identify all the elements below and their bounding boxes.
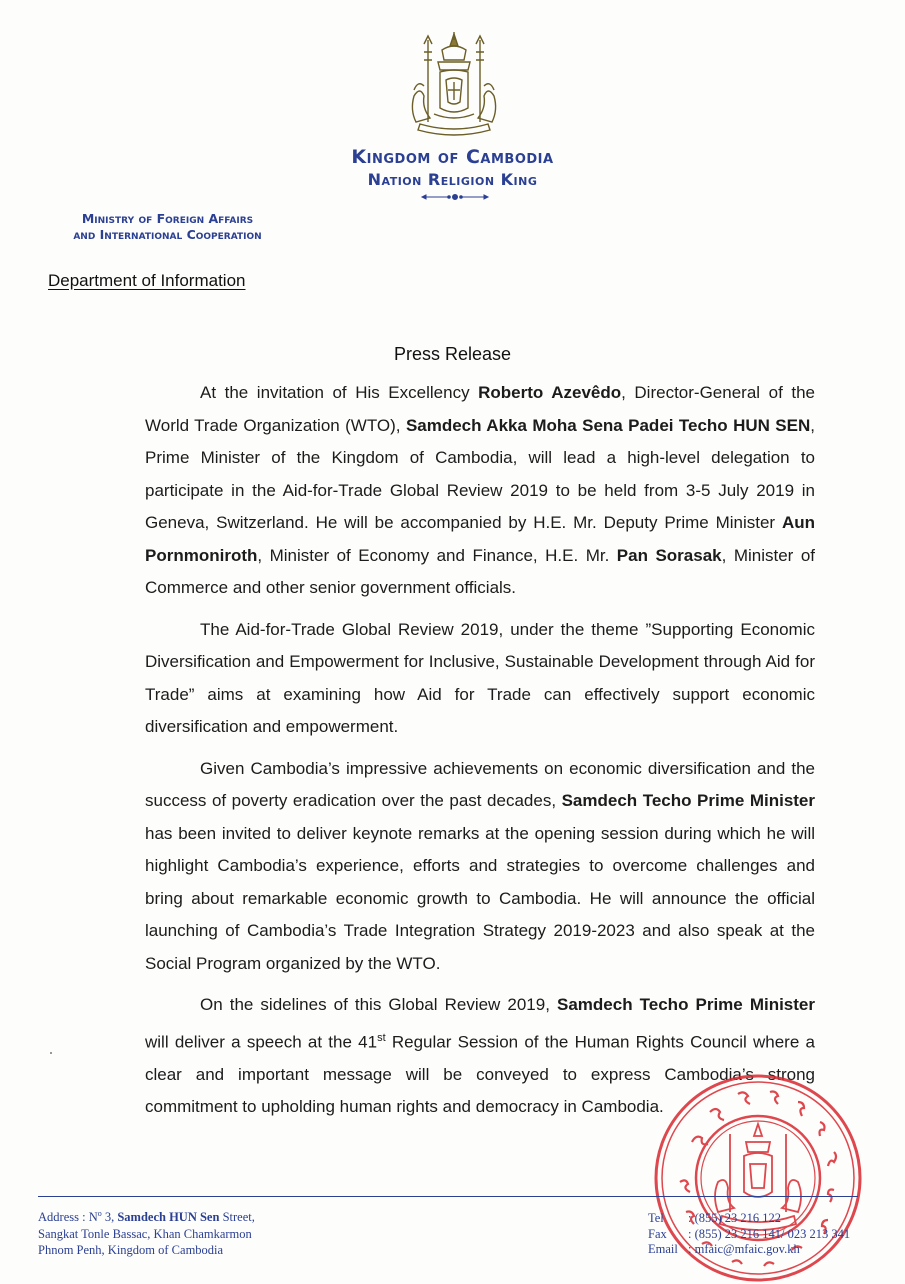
tel-label: Tel (648, 1211, 664, 1225)
address-line-2: Sangkat Tonle Bassac, Khan Chamkarmon (38, 1226, 252, 1241)
bold-name: Pan Sorasak (616, 545, 722, 565)
national-motto: Nation Religion King (367, 170, 538, 189)
address-street-suffix: Street, (219, 1210, 255, 1225)
address-number-sup: o (97, 1209, 102, 1218)
ordinal-suffix: st (377, 1031, 386, 1044)
fax-row (648, 1227, 850, 1243)
document-title: Press Release (393, 344, 512, 364)
fax-value: : (855) 23 216 141/ 023 213 341 (688, 1226, 851, 1241)
bold-name: Samdech Techo Prime Minister (557, 995, 815, 1014)
scan-speck (50, 1052, 52, 1054)
department-heading: Department of Information (48, 271, 246, 290)
email-label: Email (648, 1242, 678, 1256)
paragraph-text: On the sidelines of this Global Review 2019, (200, 995, 557, 1014)
email-row (648, 1242, 850, 1258)
contact-info (648, 1211, 850, 1258)
tel-row (648, 1211, 850, 1227)
bold-name: Samdech Akka Moha Sena Padei Techo HUN SEN (405, 415, 811, 435)
paragraph-text: The Aid-for-Trade Global Review 2019, under the theme ”Supporting Economic Diversification and Empowerment for Inclusive, Sustainable Development through Aid for Trade” aims at examining how Aid for Trade can effectively support economic diversification and empowerment. (145, 619, 815, 736)
ministry-line-2: and International Cooperation (73, 227, 262, 242)
paragraph-text: , Minister of Commerce and other senior government officials. (145, 545, 816, 597)
paragraph-text: , Prime Minister of the Kingdom of Cambodia, will lead a high-level delegation to participate in the Aid-for-Trade Global Review 2019 to be held from 3-5 July 2019 in Geneva, Switzerland. He will be accompanied by H.E. Mr. Deputy Prime Minister (145, 415, 816, 532)
address-prefix: Address : N (38, 1210, 98, 1225)
royal-coat-of-arms-emblem (398, 30, 510, 140)
body-paragraph (145, 377, 815, 605)
bold-name: Samdech Techo Prime Minister (561, 791, 816, 810)
paragraph-text: will deliver a speech at the 41 (145, 1032, 378, 1052)
paragraph-text: Regular Session of the Human Rights Council where a clear and important message will be conveyed to express Cambodia’s strong commitment to upholding human rights and democracy in Cambodia. (145, 1032, 815, 1117)
fax-label: Fax (648, 1226, 667, 1241)
address-number: 3, (101, 1210, 118, 1225)
email-value[interactable]: : mfaic@mfaic.gov.kh (688, 1242, 800, 1256)
paragraph-text: has been invited to deliver keynote remarks at the opening session during which he will highlight Cambodia’s experience, efforts and strategies to overcome challenges and bring about remarkable economic growth to Cambodia. He will announce the official launching of Cambodia’s Trade Integration Strategy 2019-2023 and also speak at the Social Program organized by the WTO. (145, 823, 815, 973)
ornament-divider-icon (420, 192, 490, 202)
bold-name: Roberto Azevêdo (478, 383, 622, 402)
address-line-3: Phnom Penh, Kingdom of Cambodia (38, 1243, 224, 1258)
body-paragraph (145, 753, 815, 981)
paragraph-text: , Minister of Economy and Finance, H.E. Mr. (257, 545, 617, 565)
press-release-body (145, 377, 815, 1133)
tel-value: : (855) 23 216 122 (688, 1211, 782, 1225)
bold-name: Aun Pornmoniroth (145, 513, 815, 565)
kingdom-title: Kingdom of Cambodia (351, 146, 554, 168)
body-paragraph (145, 614, 815, 744)
address-street-name: Samdech HUN Sen (117, 1210, 220, 1225)
paragraph-text: , Director-General of the World Trade Organization (WTO), (145, 383, 815, 435)
address-line-1 (38, 1206, 255, 1226)
paragraph-text: At the invitation of His Excellency (200, 383, 479, 402)
ministry-line-1: Ministry of Foreign Affairs (81, 211, 254, 226)
paragraph-text: Given Cambodia’s impressive achievements on economic diversification and the success of poverty eradication over the past decades, (145, 758, 815, 810)
ministry-name (40, 211, 295, 243)
ministry-address (38, 1206, 255, 1259)
footer-divider (38, 1196, 858, 1197)
